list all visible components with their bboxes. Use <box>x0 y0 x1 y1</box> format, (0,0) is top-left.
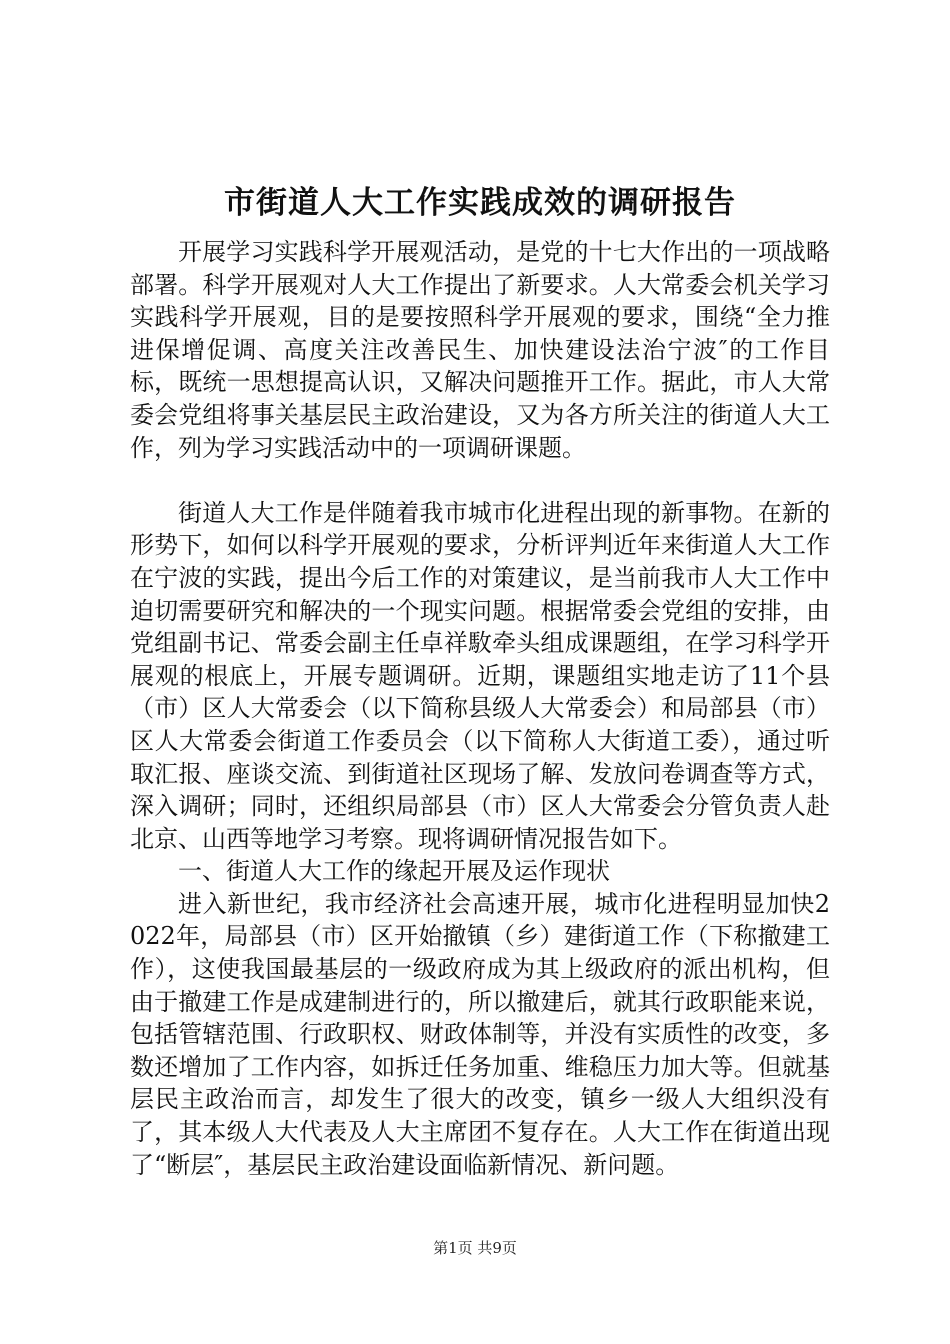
paragraph-intro: 开展学习实践科学开展观活动，是党的十七大作出的一项战略部署。科学开展观对人大工作提出了新要求。人大常委会机关学习实践科学开展观，目的是要按照科学开展观的要求，围绕“全力推进保增促调、高度关注改善民生、加快建设法治宁波″的工作目标，既统一思想提高认识，又解决问题推开工作。据此，市人大常委会党组将事关基层民主政治建设，又为各方所关注的街道人大工作，列为学习实践活动中的一项调研课题。 <box>130 238 830 462</box>
paragraph-gap <box>130 464 830 497</box>
section-heading-1: 一、街道人大工作的缘起开展及运作现状 <box>178 857 610 886</box>
page-number-footer: 第1页 共9页 <box>433 1239 517 1257</box>
document-page <box>130 180 830 1181</box>
paragraph-background: 街道人大工作是伴随着我市城市化进程出现的新事物。在新的形势下，如何以科学开展观的要求，分析评判近年来街道人大工作在宁波的实践，提出今后工作的对策建议，是当前我市人大工作中迫切需要研究和解决的一个现实问题。根据常委会党组的安排，由党组副书记、常委会副主任卓祥駇牵头组成课题组，在学习科学开展观的根底上，开展专题调研。近期，课题组实地走访了11个县（市）区人大常委会（以下简称县级人大常委会）和局部县（市）区人大常委会街道工作委员会（以下简称人大街道工委），通过听取汇报、座谈交流、到街道社区现场了解、发放问卷调查等方式，深入调研；同时，还组织局部县（市）区人大常委会分管负责人赴北京、山西等地学习考察。现将调研情况报告如下。 <box>130 498 830 853</box>
document-title: 市街道人大工作实践成效的调研报告 <box>224 185 736 221</box>
paragraph-section-1: 进入新世纪，我市经济社会高速开展，城市化进程明显加快2022年，局部县（市）区开始撤镇（乡）建街道工作（下称撤建工作），这使我国最基层的一级政府成为其上级政府的派出机构，但由于撤建工作是成建制进行的，所以撤建后，就其行政职能来说，包括管辖范围、行政职权、财政体制等，并没有实质性的改变，多数还增加了工作内容，如拆迁任务加重、维稳压力加大等。但就基层民主政治而言，却发生了很大的改变，镇乡一级人大组织没有了，其本级人大代表及人大主席团不复存在。人大工作在街道出现了“断层″，基层民主政治建设面临新情况、新问题。 <box>130 889 830 1179</box>
